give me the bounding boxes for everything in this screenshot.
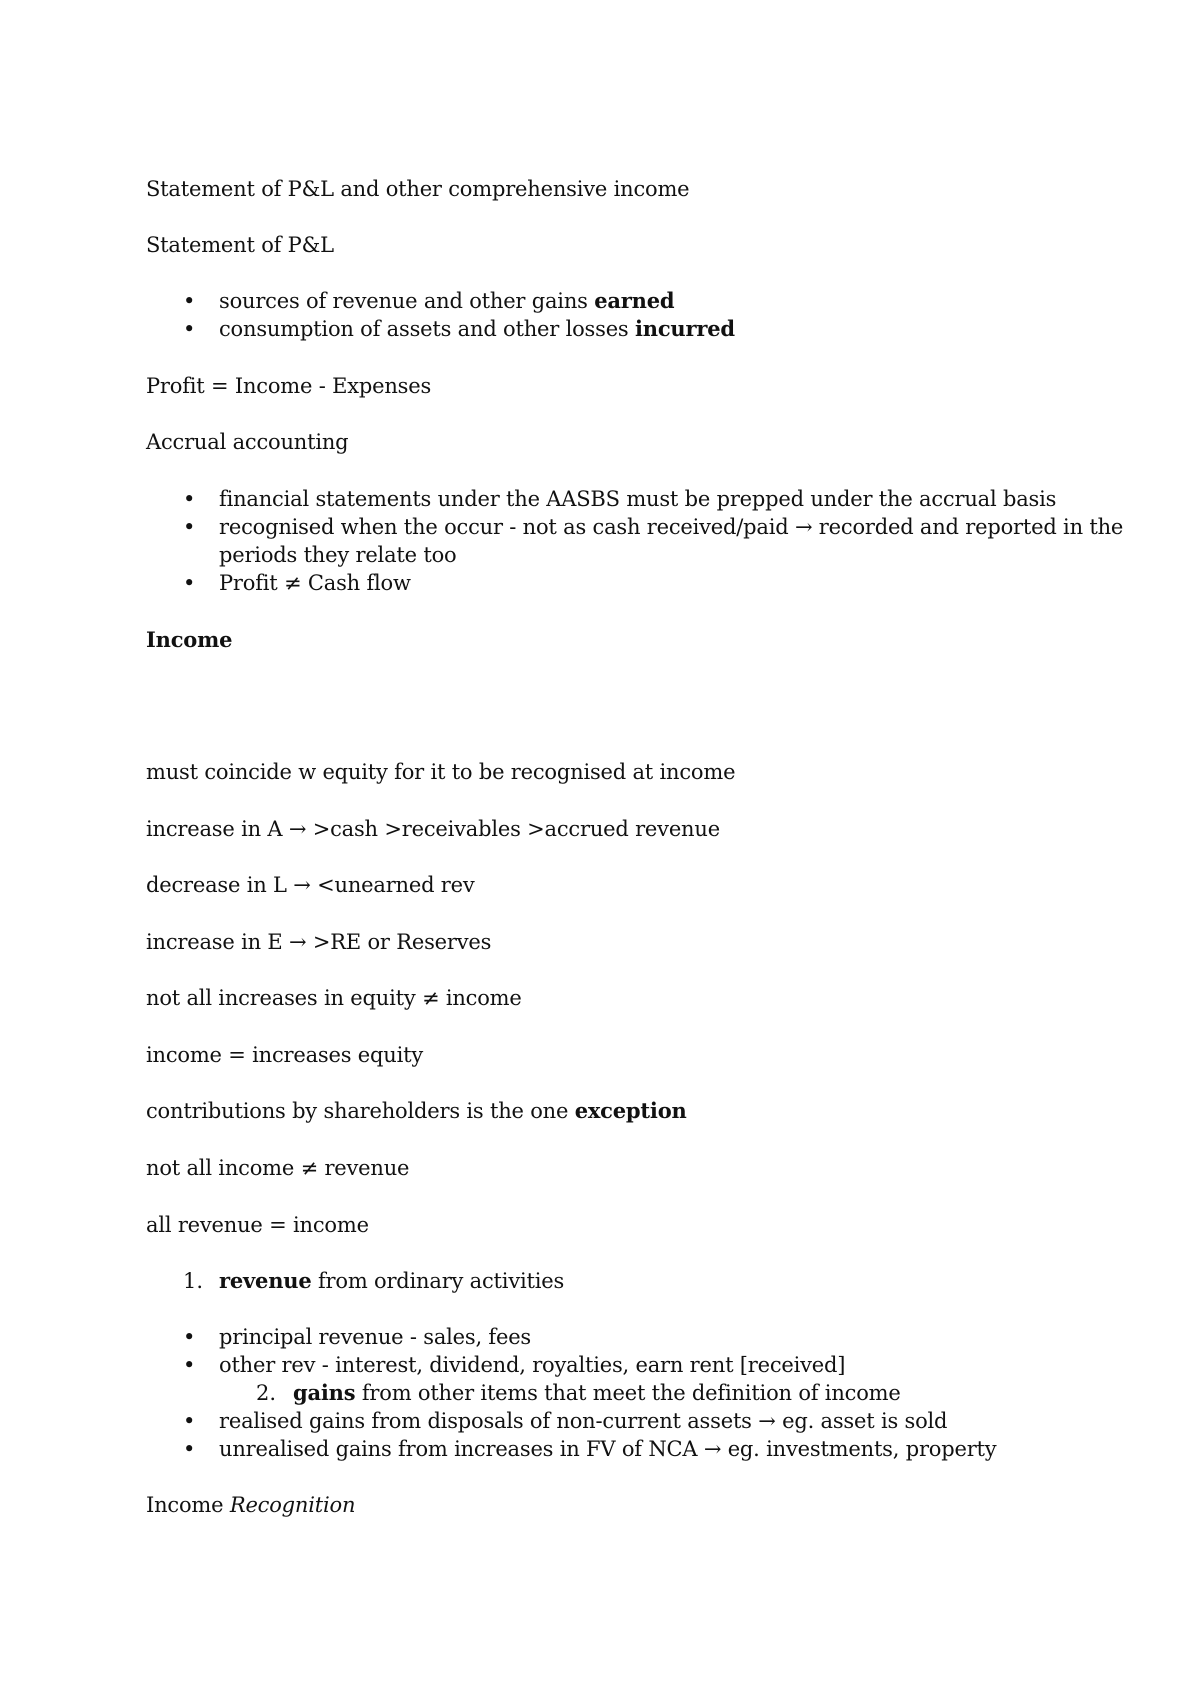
paragraph: increase in E → >RE or Reserves	[146, 930, 492, 954]
bullet-marker: •	[183, 289, 196, 313]
bullet-marker: •	[183, 571, 196, 595]
list-item: Profit ≠ Cash flow	[219, 571, 411, 595]
paragraph: must coincide w equity for it to be recognised at income	[146, 760, 736, 784]
numbered-item: revenue from ordinary activities	[219, 1268, 565, 1293]
bullet-marker: •	[183, 515, 196, 539]
bullet-marker: •	[183, 1325, 196, 1349]
list-item: financial statements under the AASBS must be prepped under the accrual basis	[219, 487, 1057, 511]
section-subtitle: Statement of P&L	[146, 233, 334, 257]
income-recognition-heading: Income Recognition	[146, 1493, 356, 1517]
bullet-marker: •	[183, 1353, 196, 1377]
bullet-marker: •	[183, 487, 196, 511]
paragraph: not all increases in equity ≠ income	[146, 986, 522, 1010]
document-title: Statement of P&L and other comprehensive income	[146, 177, 690, 201]
bullet-marker: •	[183, 1437, 196, 1461]
paragraph: contributions by shareholders is the one exception	[146, 1098, 687, 1123]
list-item: other rev - interest, dividend, royalties, earn rent [received]	[219, 1353, 846, 1377]
paragraph: not all income ≠ revenue	[146, 1156, 410, 1180]
paragraph: income = increases equity	[146, 1043, 423, 1067]
list-number: 1.	[183, 1269, 204, 1293]
list-item: sources of revenue and other gains earned	[219, 288, 675, 313]
accrual-heading: Accrual accounting	[146, 430, 349, 454]
numbered-item: gains from other items that meet the definition of income	[293, 1380, 901, 1405]
list-item: consumption of assets and other losses incurred	[219, 316, 735, 341]
list-item-continuation: periods they relate too	[219, 543, 457, 567]
paragraph: all revenue = income	[146, 1213, 369, 1237]
list-number: 2.	[256, 1381, 277, 1405]
bullet-marker: •	[183, 317, 196, 341]
profit-formula: Profit = Income - Expenses	[146, 374, 432, 398]
income-heading: Income	[146, 627, 233, 652]
paragraph: decrease in L → <unearned rev	[146, 873, 475, 897]
list-item: recognised when the occur - not as cash received/paid → recorded and reported in the	[219, 515, 1124, 539]
paragraph: increase in A → >cash >receivables >accrued revenue	[146, 817, 720, 841]
list-item: realised gains from disposals of non-current assets → eg. asset is sold	[219, 1409, 948, 1433]
bullet-marker: •	[183, 1409, 196, 1433]
list-item: principal revenue - sales, fees	[219, 1325, 532, 1349]
list-item: unrealised gains from increases in FV of NCA → eg. investments, property	[219, 1437, 997, 1461]
